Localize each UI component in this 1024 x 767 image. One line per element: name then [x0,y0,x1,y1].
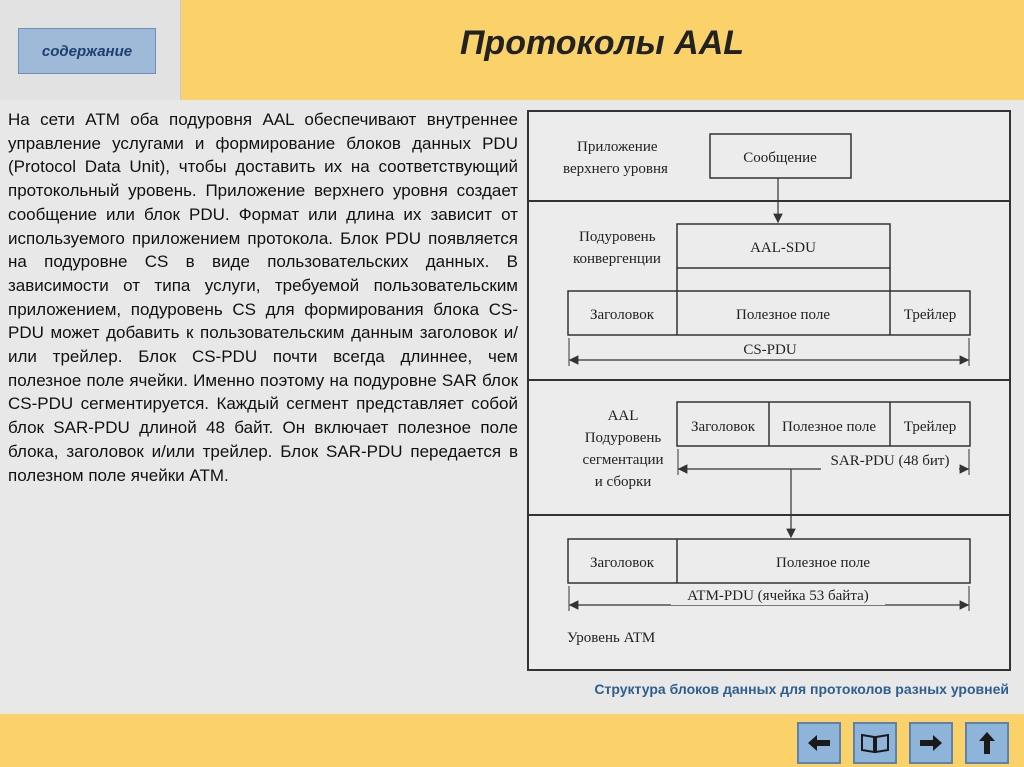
atm-payload-label: Полезное поле [776,555,870,571]
conv-label-line1: Подуровень [579,229,656,245]
message-label: Сообщение [743,150,817,166]
body-text: На сети ATM оба подуровня AAL обеспечивают внутреннее управление услугами и формирование блоков данных PDU (Protocol Data Unit), чтобы доставить их на соответствующий протокольный уровень. Приложение верхнего уровня создает сообщение или блок PDU. Формат или длина их зависит от используемого приложением протокола. Блок PDU появляется на подуровне CS в виде пользовательских данных. В зависимости от типа услуги, требуемой пользовательским приложением, подуровень CS для формирования блока CS-PDU может добавить к пользовательским данным заголовок и/или трейлер. Блок CS-PDU почти всегда длиннее, чем полезное поле ячейки. Именно поэтому на подуровне SAR блок CS-PDU сегментируется. Каждый сегмент представляет собой блок SAR-PDU длиной 48 байт. Он включает полезное поле блока, заголовок и/или трейлер. Блок SAR-PDU передается в полезном поле ячейки ATM. [8,110,518,485]
sar-label-line2: Подуровень [584,430,662,446]
back-button[interactable] [797,722,841,764]
atm-level-label: Уровень ATM [567,630,656,646]
conv-label-line2: конвергенции [573,251,661,267]
cs-header-label: Заголовок [589,307,655,323]
arrow-right-icon [918,733,944,753]
aal-structure-diagram [527,110,1011,671]
diagram-canvas [529,112,1009,669]
contents-button[interactable]: содержание [18,28,156,74]
contents-book-button[interactable] [853,722,897,764]
sar-trailer-label: Трейлер [903,419,957,435]
app-label-line2: верхнего уровня [563,161,668,177]
sar-label-line1: AAL [607,408,639,424]
atm-pdu-label: ATM-PDU (ячейка 53 байта) [687,588,869,604]
next-button[interactable] [909,722,953,764]
arrow-left-icon [806,733,832,753]
cs-payload-label: Полезное поле [736,307,830,323]
up-button[interactable] [965,722,1009,764]
cs-trailer-label: Трейлер [903,307,957,323]
sar-header-label: Заголовок [690,419,756,435]
sar-label-line4: и сборки [594,474,652,490]
sar-pdu-label: SAR-PDU (48 бит) [830,453,950,469]
book-icon [860,732,890,754]
atm-header-label: Заголовок [589,555,655,571]
sar-payload-label: Полезное поле [782,419,876,435]
diagram-caption: Структура блоков данных для протоколов разных уровней [594,681,1009,697]
app-label-line1: Приложение [577,139,658,155]
cs-pdu-label: CS-PDU [743,342,797,358]
sar-label-line3: сегментации [582,452,664,468]
arrow-up-icon [977,730,997,756]
aal-sdu-label: AAL-SDU [750,240,816,256]
page-title: Протоколы AAL [459,24,745,62]
